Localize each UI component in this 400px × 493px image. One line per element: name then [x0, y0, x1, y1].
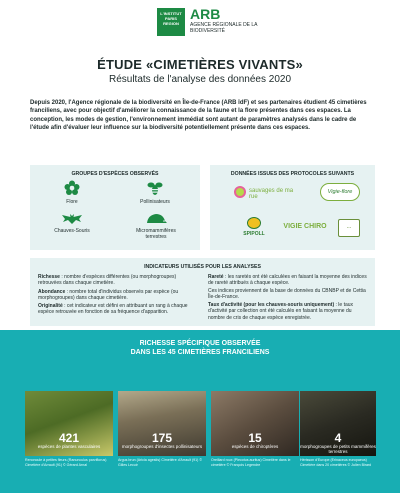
- chauves-souris-label: Chauves-Souris: [54, 228, 90, 234]
- species-groups-panel: [30, 165, 200, 250]
- indicators-right-column: [208, 274, 368, 321]
- pollinisateurs-group: [130, 179, 180, 205]
- bat-icon: [44, 212, 100, 226]
- rarete-definition: Rareté : les raretés ont été calculées en faisant la moyenne des indices de rareté attribués à chaque espèce.: [208, 274, 367, 287]
- protocols-panel: [210, 165, 375, 250]
- sauvages-label: sauvages de ma rue: [249, 188, 294, 200]
- mammals-photo: [300, 391, 376, 456]
- pollinators-label: morphogroupes d'insectes pollinisateurs: [121, 444, 203, 449]
- micromammiferes-group: [125, 212, 187, 240]
- sauvages-logo: [234, 185, 294, 201]
- intro-paragraph: Depuis 2020, l'Agence régionale de la biodiversité en Île-de-France (ARB îdF) et ses partenaires étudient 45 cimetières franciliens, avec pour objectif d'améliorer la connaissance de la faune et la flore présentes dans ces espaces. La conception, les modes de gestion, l'environnement immédiat sont autant de paramètres analysés dans le cadre de l'étude afin d'évaluer leur influence sur la biodiversité potentiellement présente dans ces espaces.: [30, 100, 367, 131]
- vigie-chiro-logo: [280, 223, 330, 235]
- flower-icon: [52, 179, 92, 197]
- mammals-count: 4: [334, 431, 342, 445]
- flore-label: Flore: [66, 199, 78, 205]
- spipoll-label: SPIPOLL: [243, 231, 265, 237]
- indicators-heading: INDICATEURS UTILISÉS POUR LES ANALYSES: [144, 264, 261, 270]
- pollinators-count: 175: [151, 431, 173, 445]
- flore-group: [52, 179, 92, 205]
- plants-count: 421: [58, 431, 80, 445]
- vigie-flore-logo: [320, 183, 360, 201]
- species-groups-heading: GROUPES D'ESPÈCES OBSERVÉS: [71, 171, 159, 177]
- plants-label: espèces de plantes vasculaires: [37, 444, 101, 449]
- extra-protocol-label: ...: [346, 224, 352, 230]
- protocols-heading: DONNÉES ISSUES DES PROTOCOLES SUIVANTS: [230, 171, 355, 177]
- plants-caption: Renoncule à petites fleurs (Ranunculus parviflorus) Cimetière d'Arrault (91) © Gérard Arnal: [25, 458, 107, 467]
- page-subtitle: Résultats de l'analyse des données 2020: [108, 74, 292, 85]
- mammals-caption: Hérisson d'Europe (Erinaceus europaeus) Cimetière dans 20 cimetières © Julien Birard: [300, 458, 372, 467]
- logo: [140, 8, 280, 44]
- abondance-definition: Abondance : nombre total d'individus observés par espèce (ou morphogroupes) dans chaque cimetière.: [38, 288, 179, 301]
- chauves-souris-group: [44, 212, 100, 234]
- indicators-panel: [30, 258, 375, 326]
- bee-icon: [130, 179, 180, 197]
- hedgehog-icon: [125, 212, 187, 226]
- pollinators-caption: Argus brun (Aricia agestis) Cimetière d'Arrault (91) © Gilles Lecuir: [118, 458, 203, 467]
- sauvages-flower-icon: [234, 186, 246, 198]
- spipoll-bee-icon: [247, 217, 261, 229]
- rarete-source: Ces indices proviennent de la base de données du CBNBP et de Cettia Île-de-France.: [208, 287, 366, 300]
- extra-protocol-logo: [338, 219, 360, 237]
- indicators-left-column: [38, 274, 198, 316]
- richesse-definition: Richesse : nombre d'espèces différentes (ou morphogroupes) retrouvées dans chaque cimetière.: [38, 274, 177, 287]
- bats-photo: [211, 391, 299, 456]
- vigie-chiro-label: VIGIE CHIRO: [283, 223, 327, 230]
- taux-definition: Taux d'activité (pour les chauves-souris uniquement) : le taux d'activité par collection ont été calculés en faisant la moyenne du nombre de cris de chaque espèce enregistrée.: [208, 302, 354, 321]
- vigie-flore-label: Vigie-flore: [327, 189, 353, 195]
- originalite-definition: Originalité : cet indicateur est défini en attribuant un rang à chaque espèce retrouvée en fonction de sa fréquence d'apparition.: [38, 303, 188, 316]
- plants-photo: [25, 391, 113, 456]
- micromammiferes-label: Micromammifères terrestres: [136, 228, 176, 240]
- institut-logo: L'INSTITUT PARIS REGION: [157, 8, 185, 36]
- pollinisateurs-label: Pollinisateurs: [140, 199, 170, 205]
- bats-caption: Oreillard roux (Plecotus auritus) Cimetière dans le cimetière © François Legendre: [211, 458, 291, 467]
- spipoll-logo: [238, 217, 270, 239]
- mammals-label: morphogroupes de petits mammifères terrestres: [300, 444, 376, 454]
- page-title: ÉTUDE «CIMETIÈRES VIVANTS»: [97, 57, 303, 72]
- pollinators-photo: [118, 391, 206, 456]
- bats-label: espèces de chiroptères: [231, 444, 279, 449]
- arb-logo-text: ARB: [190, 6, 221, 22]
- bats-count: 15: [248, 431, 262, 445]
- arb-logo-subtitle: AGENCE RÉGIONALE DE LA BIODIVERSITÉ: [190, 22, 258, 34]
- richness-heading: RICHESSE SPÉCIFIQUE OBSERVÉE DANS LES 45 CIMETIÈRES FRANCILIENS: [130, 340, 270, 356]
